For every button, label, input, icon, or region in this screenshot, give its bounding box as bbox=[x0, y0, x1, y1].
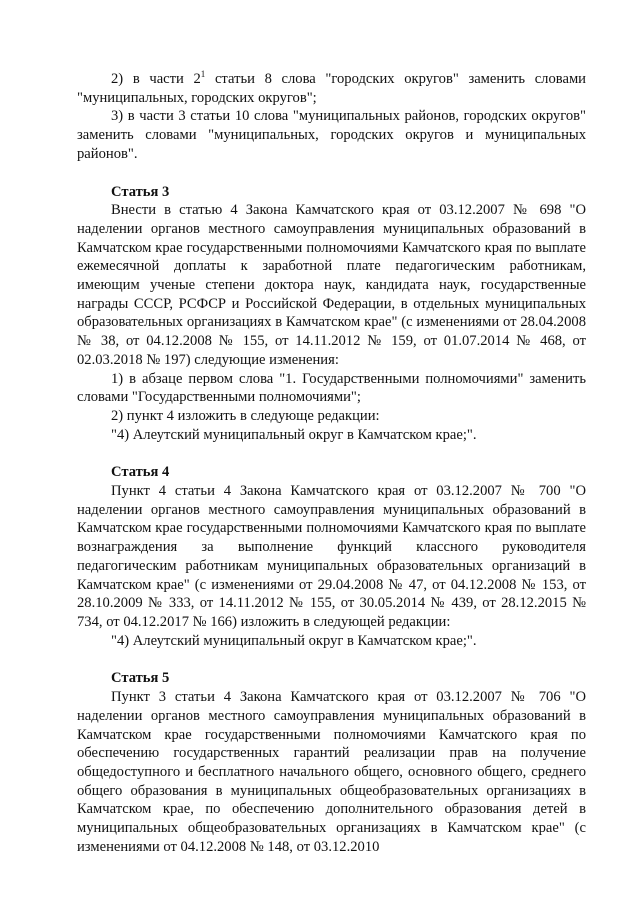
article3-intro: Внести в статью 4 Закона Камчатского края от 03.12.2007 № 698 "О наделении органов местного самоуправления муниципальных образований в Камчатском крае государственными полномочиями Камчатского края по выплате ежемесячной доплаты к заработной плате педагогическим работникам, имеющим ученые степени доктора наук, кандидата наук, государственные награды СССР, РСФСР и Российской Федерации, в отдельных муниципальных образовательных организациях в Камчатском крае" (с изменениями от 28.04.2008 № 38, от 04.12.2008 № 155, от 14.11.2012 № 159, от 01.07.2014 № 468, от 02.03.2018 № 197) следующие изменения: bbox=[77, 202, 586, 368]
article5-intro: Пункт 3 статьи 4 Закона Камчатского края от 03.12.2007 № 706 "О наделении органов местного самоуправления муниципальных образований в Камчатском крае государственными полномочиями Камчатского края по обеспечению государственных гарантий реализации прав на получение общедоступного и бесплатного начального общего, основного общего, среднего общего образования в муниципальных общеобразовательных организациях в Камчатском крае, по обеспечению дополнительного образования детей в муниципальных общеобразовательных организациях в Камчатском крае" (с изменениями от 04.12.2008 № 148, от 03.12.2010 bbox=[77, 689, 586, 855]
article3-heading: Статья 3 bbox=[111, 183, 170, 200]
item-text-post: статьи 8 слова "городских округов" заменить словами "муниципальных, городских округов"; bbox=[77, 71, 586, 106]
article4-item-1: "4) Алеутский муниципальный округ в Камчатском крае;". bbox=[111, 632, 477, 649]
spacer bbox=[77, 650, 586, 669]
article3-item-2: 2) пункт 4 изложить в следующе редакции: bbox=[111, 407, 380, 424]
article2-item-2 bbox=[77, 70, 586, 107]
item-text-pre: 2) в части 2 bbox=[111, 71, 201, 87]
spacer bbox=[77, 164, 586, 183]
article3-item-3: "4) Алеутский муниципальный округ в Камчатском крае;". bbox=[111, 426, 477, 443]
article2-item-3: 3) в части 3 статьи 10 слова "муниципальных районов, городских округов" заменить словами "муниципальных, городских округов и муниципальных районов". bbox=[77, 108, 586, 162]
spacer bbox=[77, 444, 586, 463]
superscript: 1 bbox=[200, 69, 206, 80]
article3-item-1: 1) в абзаце первом слова "1. Государственными полномочиями" заменить словами "Государственными полномочиями"; bbox=[77, 370, 586, 406]
article5-heading: Статья 5 bbox=[111, 670, 170, 687]
article4-heading: Статья 4 bbox=[111, 464, 170, 481]
article4-intro: Пункт 4 статьи 4 Закона Камчатского края от 03.12.2007 № 700 "О наделении органов местного самоуправления муниципальных образований в Камчатском крае государственными полномочиями Камчатского края по выплате вознаграждения за выполнение функций классного руководителя педагогическим работникам муниципальных образовательных организаций в Камчатском крае" (с изменениями от 29.04.2008 № 47, от 04.12.2008 № 153, от 28.10.2009 № 333, от 14.11.2012 № 155, от 30.05.2014 № 439, от 28.12.2015 № 734, от 04.12.2017 № 166) изложить в следующей редакции: bbox=[77, 483, 586, 630]
